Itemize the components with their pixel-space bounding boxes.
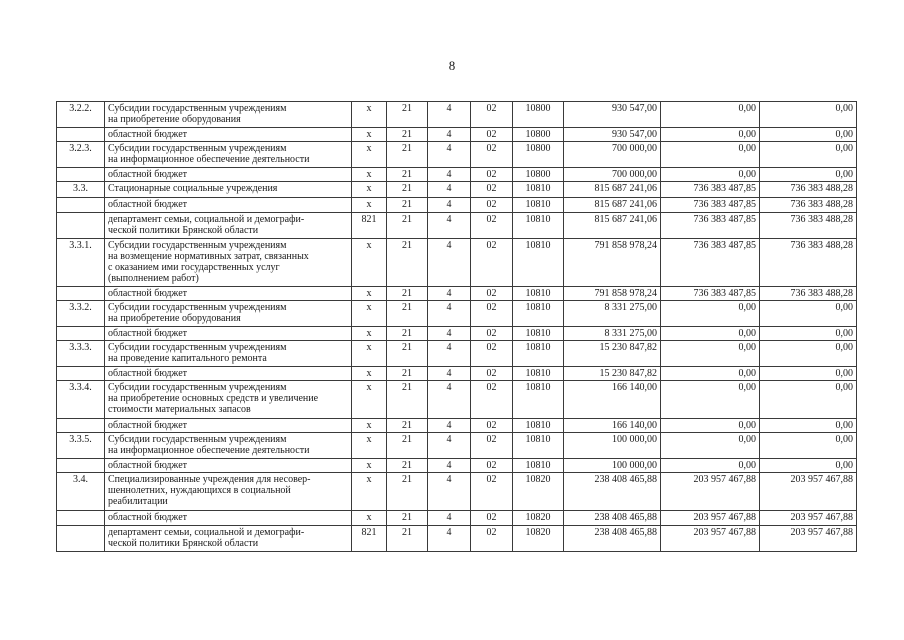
amount-year-2: 203 957 467,88	[661, 526, 760, 552]
code-admin: x	[352, 102, 387, 128]
code-article: 02	[471, 367, 513, 381]
code-subsection: 4	[428, 301, 471, 327]
amount-year-3: 0,00	[760, 327, 857, 341]
amount-year-1: 700 000,00	[564, 168, 661, 182]
code-admin: x	[352, 142, 387, 168]
code-section: 21	[387, 511, 428, 526]
row-name: областной бюджет	[105, 168, 352, 182]
code-admin: x	[352, 433, 387, 459]
code-admin: x	[352, 301, 387, 327]
code-article: 02	[471, 128, 513, 142]
amount-year-3: 203 957 467,88	[760, 526, 857, 552]
amount-year-1: 791 858 978,24	[564, 287, 661, 301]
table-row	[57, 433, 857, 459]
code-article: 02	[471, 327, 513, 341]
table-row	[57, 182, 857, 198]
table-row	[57, 287, 857, 301]
code-section: 21	[387, 341, 428, 367]
code-section: 21	[387, 182, 428, 198]
page-number: 8	[448, 58, 456, 73]
code-section: 21	[387, 381, 428, 419]
code-article: 02	[471, 142, 513, 168]
row-number	[57, 367, 105, 381]
code-target: 10810	[513, 239, 564, 287]
code-article: 02	[471, 526, 513, 552]
code-admin: x	[352, 168, 387, 182]
amount-year-2: 0,00	[661, 367, 760, 381]
row-name: Субсидии государственным учреждениям на приобретение оборудования	[105, 301, 352, 327]
code-section: 21	[387, 526, 428, 552]
code-article: 02	[471, 301, 513, 327]
row-name: департамент семьи, социальной и демографи- ческой политики Брянской области	[105, 213, 352, 239]
row-name: Субсидии государственным учреждениям на приобретение основных средств и увеличение стоимости материальных запасов	[105, 381, 352, 419]
code-article: 02	[471, 511, 513, 526]
code-target: 10810	[513, 182, 564, 198]
code-subsection: 4	[428, 459, 471, 473]
amount-year-1: 8 331 275,00	[564, 327, 661, 341]
code-subsection: 4	[428, 182, 471, 198]
table-row	[57, 239, 857, 287]
code-subsection: 4	[428, 128, 471, 142]
code-article: 02	[471, 381, 513, 419]
amount-year-2: 0,00	[661, 301, 760, 327]
amount-year-3: 736 383 488,28	[760, 213, 857, 239]
code-subsection: 4	[428, 213, 471, 239]
amount-year-2: 0,00	[661, 433, 760, 459]
code-section: 21	[387, 419, 428, 433]
table-row	[57, 367, 857, 381]
code-section: 21	[387, 367, 428, 381]
code-section: 21	[387, 128, 428, 142]
row-name: областной бюджет	[105, 128, 352, 142]
table-row	[57, 511, 857, 526]
code-target: 10810	[513, 198, 564, 213]
table-row	[57, 213, 857, 239]
code-target: 10800	[513, 168, 564, 182]
code-article: 02	[471, 168, 513, 182]
row-number: 3.3.5.	[57, 433, 105, 459]
row-name: Стационарные социальные учреждения	[105, 182, 352, 198]
code-target: 10810	[513, 367, 564, 381]
table-row	[57, 168, 857, 182]
code-target: 10800	[513, 102, 564, 128]
code-article: 02	[471, 198, 513, 213]
code-section: 21	[387, 198, 428, 213]
code-admin: x	[352, 341, 387, 367]
amount-year-2: 0,00	[661, 168, 760, 182]
code-section: 21	[387, 433, 428, 459]
amount-year-2: 0,00	[661, 142, 760, 168]
amount-year-3: 0,00	[760, 301, 857, 327]
code-subsection: 4	[428, 287, 471, 301]
row-name: областной бюджет	[105, 511, 352, 526]
amount-year-2: 203 957 467,88	[661, 473, 760, 511]
code-subsection: 4	[428, 239, 471, 287]
row-name: Субсидии государственным учреждениям на приобретение оборудования	[105, 102, 352, 128]
code-target: 10810	[513, 419, 564, 433]
table-row	[57, 301, 857, 327]
code-subsection: 4	[428, 367, 471, 381]
code-admin: x	[352, 367, 387, 381]
code-article: 02	[471, 473, 513, 511]
code-admin: x	[352, 182, 387, 198]
code-target: 10810	[513, 213, 564, 239]
amount-year-1: 930 547,00	[564, 128, 661, 142]
row-number	[57, 419, 105, 433]
code-target: 10810	[513, 327, 564, 341]
amount-year-2: 0,00	[661, 381, 760, 419]
table-row	[57, 473, 857, 511]
row-name: Субсидии государственным учреждениям на информационное обеспечение деятельности	[105, 142, 352, 168]
table-row	[57, 128, 857, 142]
row-number	[57, 526, 105, 552]
code-subsection: 4	[428, 341, 471, 367]
code-subsection: 4	[428, 419, 471, 433]
amount-year-3: 0,00	[760, 367, 857, 381]
row-number	[57, 128, 105, 142]
amount-year-3: 736 383 488,28	[760, 287, 857, 301]
amount-year-1: 815 687 241,06	[564, 182, 661, 198]
amount-year-2: 736 383 487,85	[661, 287, 760, 301]
code-article: 02	[471, 102, 513, 128]
amount-year-1: 8 331 275,00	[564, 301, 661, 327]
row-name: Субсидии государственным учреждениям на проведение капитального ремонта	[105, 341, 352, 367]
amount-year-1: 930 547,00	[564, 102, 661, 128]
amount-year-3: 0,00	[760, 381, 857, 419]
row-number: 3.3.3.	[57, 341, 105, 367]
amount-year-2: 0,00	[661, 102, 760, 128]
row-name: Субсидии государственным учреждениям на информационное обеспечение деятельности	[105, 433, 352, 459]
amount-year-1: 100 000,00	[564, 433, 661, 459]
code-section: 21	[387, 459, 428, 473]
table-body	[57, 102, 857, 552]
row-name: областной бюджет	[105, 287, 352, 301]
code-admin: 821	[352, 213, 387, 239]
code-admin: x	[352, 473, 387, 511]
row-number	[57, 198, 105, 213]
code-subsection: 4	[428, 142, 471, 168]
table-row	[57, 327, 857, 341]
amount-year-2: 736 383 487,85	[661, 213, 760, 239]
code-admin: x	[352, 511, 387, 526]
amount-year-3: 0,00	[760, 128, 857, 142]
amount-year-1: 100 000,00	[564, 459, 661, 473]
code-target: 10820	[513, 526, 564, 552]
row-number: 3.3.1.	[57, 239, 105, 287]
code-section: 21	[387, 301, 428, 327]
code-section: 21	[387, 327, 428, 341]
budget-table	[56, 101, 857, 552]
code-subsection: 4	[428, 526, 471, 552]
amount-year-2: 736 383 487,85	[661, 198, 760, 213]
code-article: 02	[471, 239, 513, 287]
amount-year-3: 0,00	[760, 459, 857, 473]
code-admin: x	[352, 459, 387, 473]
code-article: 02	[471, 341, 513, 367]
amount-year-3: 736 383 488,28	[760, 239, 857, 287]
code-target: 10800	[513, 142, 564, 168]
code-target: 10820	[513, 511, 564, 526]
row-number	[57, 168, 105, 182]
code-section: 21	[387, 473, 428, 511]
code-admin: x	[352, 327, 387, 341]
row-name: областной бюджет	[105, 419, 352, 433]
table-row	[57, 459, 857, 473]
code-target: 10800	[513, 128, 564, 142]
code-article: 02	[471, 213, 513, 239]
code-admin: x	[352, 381, 387, 419]
amount-year-1: 15 230 847,82	[564, 341, 661, 367]
row-number: 3.2.3.	[57, 142, 105, 168]
code-subsection: 4	[428, 198, 471, 213]
code-admin: x	[352, 287, 387, 301]
amount-year-1: 700 000,00	[564, 142, 661, 168]
amount-year-3: 0,00	[760, 419, 857, 433]
amount-year-2: 0,00	[661, 341, 760, 367]
code-target: 10810	[513, 381, 564, 419]
code-subsection: 4	[428, 381, 471, 419]
amount-year-1: 791 858 978,24	[564, 239, 661, 287]
amount-year-1: 238 408 465,88	[564, 511, 661, 526]
code-admin: x	[352, 419, 387, 433]
row-name: областной бюджет	[105, 198, 352, 213]
table-row	[57, 526, 857, 552]
row-name: Субсидии государственным учреждениям на возмещение нормативных затрат, связанных с оказанием ими государственных услуг (выполнением работ)	[105, 239, 352, 287]
row-name: областной бюджет	[105, 367, 352, 381]
code-subsection: 4	[428, 473, 471, 511]
amount-year-1: 166 140,00	[564, 381, 661, 419]
row-number: 3.3.	[57, 182, 105, 198]
code-admin: 821	[352, 526, 387, 552]
amount-year-1: 815 687 241,06	[564, 198, 661, 213]
code-subsection: 4	[428, 102, 471, 128]
code-article: 02	[471, 459, 513, 473]
code-article: 02	[471, 419, 513, 433]
row-number: 3.3.2.	[57, 301, 105, 327]
code-article: 02	[471, 182, 513, 198]
amount-year-1: 238 408 465,88	[564, 473, 661, 511]
table-row	[57, 419, 857, 433]
code-target: 10810	[513, 459, 564, 473]
amount-year-2: 736 383 487,85	[661, 182, 760, 198]
row-number	[57, 287, 105, 301]
code-article: 02	[471, 433, 513, 459]
row-number: 3.4.	[57, 473, 105, 511]
row-number: 3.3.4.	[57, 381, 105, 419]
amount-year-2: 0,00	[661, 459, 760, 473]
code-article: 02	[471, 287, 513, 301]
amount-year-2: 0,00	[661, 128, 760, 142]
amount-year-3: 736 383 488,28	[760, 182, 857, 198]
row-name: департамент семьи, социальной и демографи- ческой политики Брянской области	[105, 526, 352, 552]
code-section: 21	[387, 102, 428, 128]
table-row	[57, 381, 857, 419]
amount-year-2: 203 957 467,88	[661, 511, 760, 526]
amount-year-1: 166 140,00	[564, 419, 661, 433]
amount-year-2: 736 383 487,85	[661, 239, 760, 287]
code-section: 21	[387, 287, 428, 301]
code-admin: x	[352, 239, 387, 287]
code-admin: x	[352, 128, 387, 142]
row-name: областной бюджет	[105, 327, 352, 341]
code-section: 21	[387, 168, 428, 182]
code-section: 21	[387, 142, 428, 168]
code-target: 10810	[513, 341, 564, 367]
table-row	[57, 198, 857, 213]
row-number	[57, 459, 105, 473]
amount-year-3: 0,00	[760, 341, 857, 367]
amount-year-3: 0,00	[760, 102, 857, 128]
code-target: 10820	[513, 473, 564, 511]
amount-year-3: 203 957 467,88	[760, 511, 857, 526]
amount-year-3: 203 957 467,88	[760, 473, 857, 511]
amount-year-3: 0,00	[760, 168, 857, 182]
amount-year-1: 238 408 465,88	[564, 526, 661, 552]
amount-year-3: 0,00	[760, 142, 857, 168]
table-row	[57, 142, 857, 168]
table-row	[57, 341, 857, 367]
amount-year-2: 0,00	[661, 419, 760, 433]
code-subsection: 4	[428, 511, 471, 526]
code-target: 10810	[513, 301, 564, 327]
code-section: 21	[387, 239, 428, 287]
code-subsection: 4	[428, 168, 471, 182]
amount-year-1: 15 230 847,82	[564, 367, 661, 381]
row-number: 3.2.2.	[57, 102, 105, 128]
row-number	[57, 327, 105, 341]
amount-year-1: 815 687 241,06	[564, 213, 661, 239]
amount-year-3: 736 383 488,28	[760, 198, 857, 213]
amount-year-2: 0,00	[661, 327, 760, 341]
code-subsection: 4	[428, 327, 471, 341]
amount-year-3: 0,00	[760, 433, 857, 459]
row-name: областной бюджет	[105, 459, 352, 473]
code-admin: x	[352, 198, 387, 213]
table-row	[57, 102, 857, 128]
code-subsection: 4	[428, 433, 471, 459]
row-number	[57, 511, 105, 526]
row-name: Специализированные учреждения для несовер- шеннолетних, нуждающихся в социальной реабилитации	[105, 473, 352, 511]
row-number	[57, 213, 105, 239]
code-section: 21	[387, 213, 428, 239]
code-target: 10810	[513, 433, 564, 459]
code-target: 10810	[513, 287, 564, 301]
